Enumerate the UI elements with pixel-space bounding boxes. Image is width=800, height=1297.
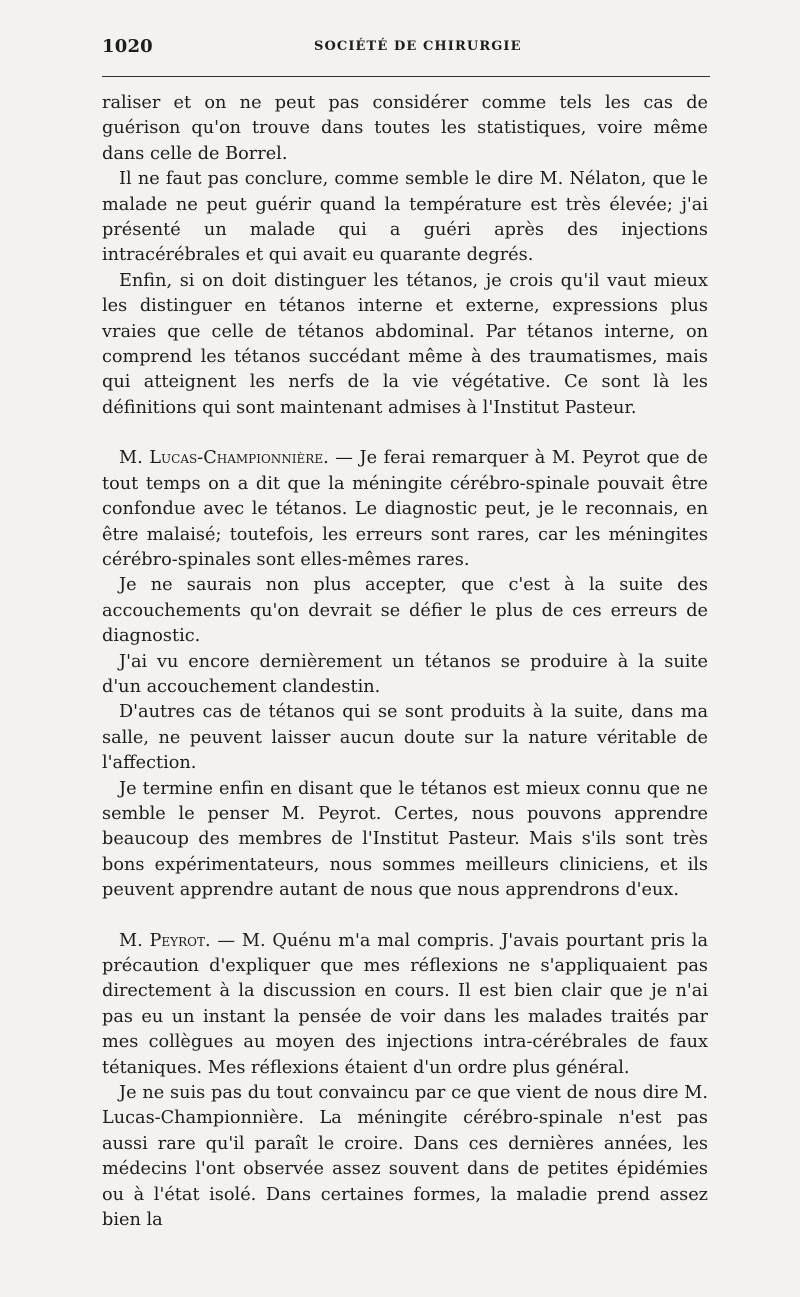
paragraph-lucas-3: J'ai vu encore dernièrement un tétanos se produire à la suite d'un accouchement clandestin. (102, 651, 708, 697)
speech-lucas-championniere (102, 446, 708, 573)
speaker-lucas-championniere: M. Lucas-Championnière. (119, 448, 329, 469)
speech-peyrot (102, 929, 708, 1081)
running-head: SOCIÉTÉ DE CHIRURGIE (314, 39, 522, 54)
paragraph-lucas-4: D'autres cas de tétanos qui se sont produits à la suite, dans ma salle, ne peuvent laisser aucun doute sur la nature véritable de l'affection. (102, 702, 708, 774)
page-header (102, 36, 710, 60)
paragraph-lucas-2: Je ne saurais non plus accepter, que c'est à la suite des accouchements qu'on devrait se défier le plus de ces erreurs de diagnostic. (102, 575, 708, 647)
paragraph-peyrot-2: Je ne suis pas du tout convaincu par ce que vient de nous dire M. Lucas-Championnière. La méningite cérébro-spinale n'est pas aussi rare qu'il paraît le croire. Dans ces dernières années, les médecins l'ont observée assez souvent dans de petites épidémies ou à l'état isolé. Dans certaines formes, la maladie prend assez bien la (102, 1083, 708, 1231)
speech-peyrot-text: — M. Quénu m'a mal compris. J'avais pourtant pris la précaution d'expliquer que mes réflexions ne s'appliquaient pas directement à la discussion en cours. Il est bien clair que je n'ai pas eu un instant la pensée de voir dans les malades traités par mes collègues au moyen des injections intra-cérébrales de faux tétaniques. Mes réflexions étaient d'un ordre plus général. (102, 930, 708, 1078)
speech-lucas-text: — Je ferai remarquer à M. Peyrot que de tout temps on a dit que la méningite cérébro-spinale pouvait être confondue avec le tétanos. Le diagnostic peut, je le reconnais, en être malaisé; toutefois, les erreurs sont rares, car les méningites cérébro-spinales sont elles-mêmes rares. (102, 448, 708, 570)
paragraph-continuation: raliser et on ne peut pas considérer comme tels les cas de guérison qu'on trouve dans toutes les statistiques, voire même dans celle de Borrel. (102, 93, 708, 164)
header-rule (102, 76, 710, 77)
speaker-peyrot: M. Peyrot. (119, 930, 211, 951)
paragraph-tetanos-distinction: Enfin, si on doit distinguer les tétanos, je crois qu'il vaut mieux les distinguer en tétanos interne et externe, expressions plus vraies que celle de tétanos abdominal. Par tétanos interne, on comprend les tétanos succédant même à des traumatismes, mais qui atteignent les nerfs de la vie végétative. Ce sont là les définitions qui sont maintenant admises à l'Institut Pasteur. (102, 270, 708, 418)
paragraph-nelaton: Il ne faut pas conclure, comme semble le dire M. Nélaton, que le malade ne peut guérir quand la température est très élevée; j'ai présenté un malade qui a guéri après des injections intracérébrales et qui avait eu quarante degrés. (102, 169, 708, 266)
paragraph-lucas-5: Je termine enfin en disant que le tétanos est mieux connu que ne semble le penser M. Peyrot. Certes, nous pouvons apprendre beaucoup des membres de l'Institut Pasteur. Mais s'ils sont très bons expérimentateurs, nous sommes meilleurs cliniciens, et ils peuvent apprendre autant de nous que nous apprendrons d'eux. (102, 778, 708, 901)
page-number: 1020 (102, 36, 153, 57)
body-text (102, 91, 708, 1233)
